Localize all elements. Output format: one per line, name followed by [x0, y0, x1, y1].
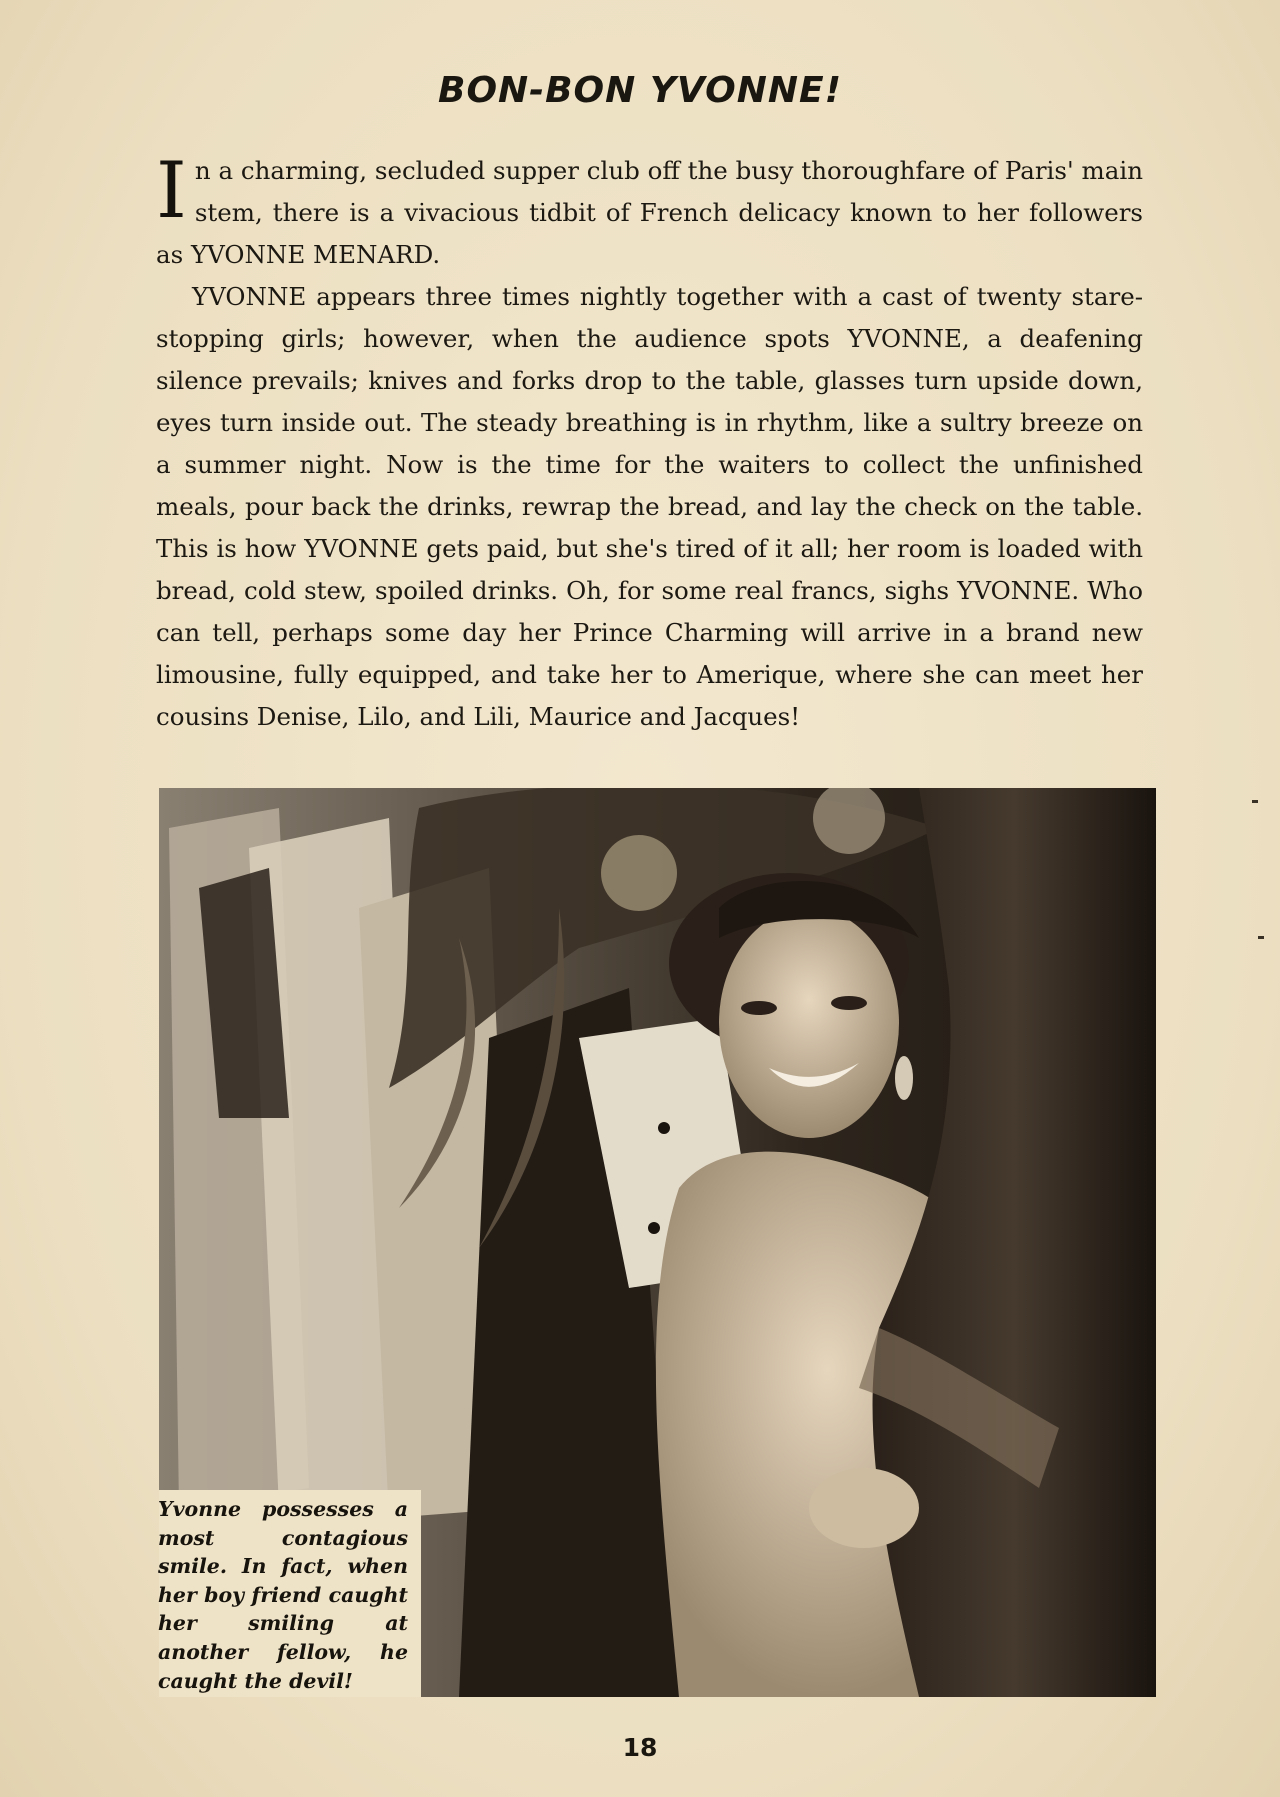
- paragraph-2: YVONNE appears three times nightly together with a cast of twenty stare-stopping girls; however, when the audience spots YVONNE, a deafening silence prevails; knives and forks drop to the table, glasses turn upside down, eyes turn inside out. The steady breathing is in rhythm, like a sultry breeze on a summer night. Now is the time for the waiters to collect the unfinished meals, pour back the drinks, rewrap the bread, and lay the check on the table. This is how YVONNE gets paid, but she's tired of it all; her room is loaded with bread, cold stew, spoiled drinks. Oh, for some real francs, sighs YVONNE. Who can tell, perhaps some day her Prince Charming will arrive in a brand new limousine, fully equipped, and take her to Amerique, where she can meet her cousins Denise, Lilo, and Lili, Maurice and Jacques!: [156, 282, 1143, 731]
- print-mark: [1258, 936, 1264, 939]
- article-title: BON-BON YVONNE!: [438, 70, 842, 111]
- article-body: [156, 146, 1143, 738]
- photo-caption: Yvonne possesses a most contagious smile. In fact, when her boy friend caught her smiling at another fellow, he caught the devil!: [158, 1497, 408, 1693]
- page-number: 18: [622, 1733, 658, 1762]
- drop-cap: I: [156, 146, 187, 236]
- print-mark: [1252, 800, 1258, 803]
- paragraph-1: [156, 146, 1143, 276]
- paragraph-1-text: n a charming, secluded supper club off the busy thoroughfare of Paris' main stem, there is a vivacious tidbit of French delicacy known to her followers as YVONNE MENARD.: [156, 156, 1143, 269]
